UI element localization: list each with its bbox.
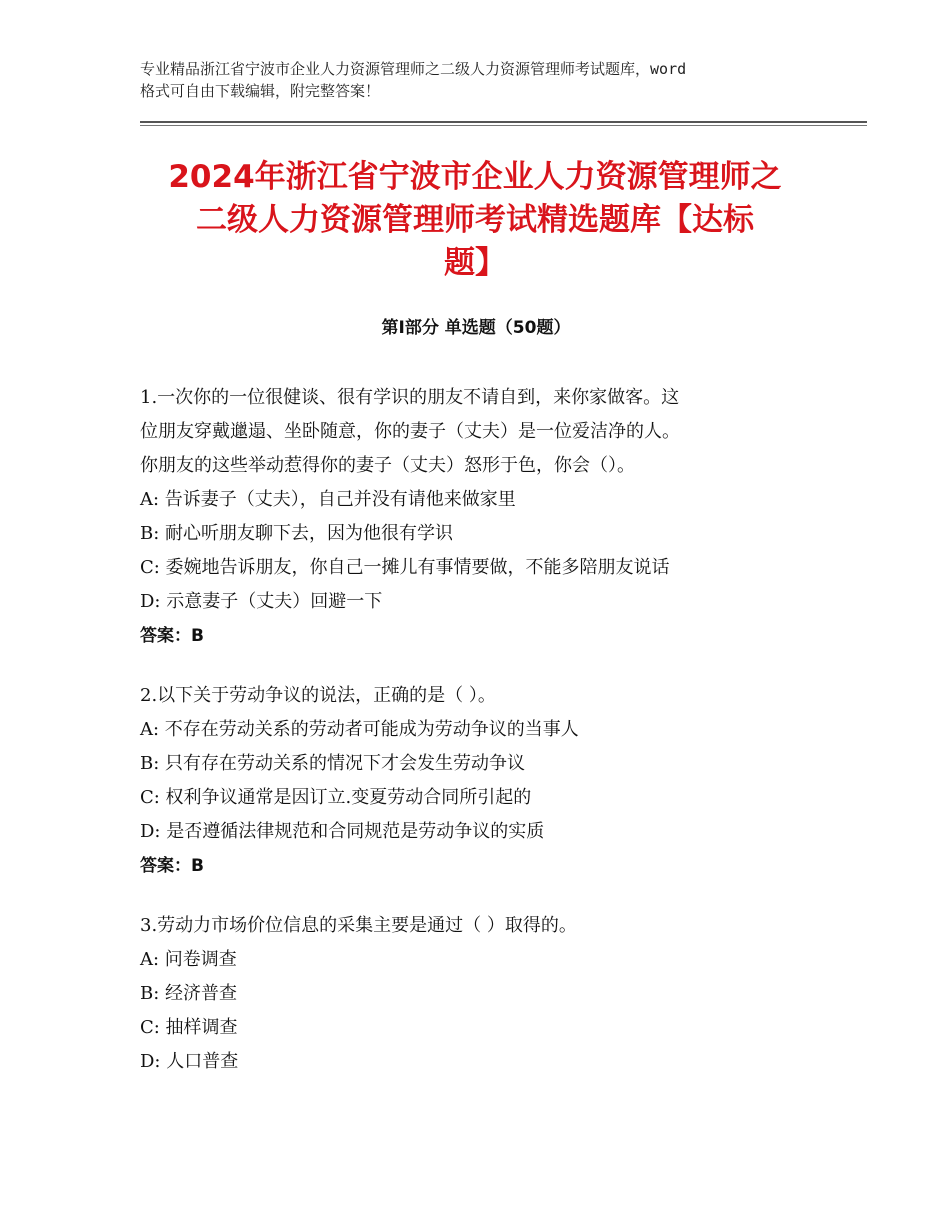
document-title-line: 二级人力资源管理师考试精选题库【达标 (196, 202, 754, 238)
question-1 (140, 381, 830, 653)
question-2 (140, 679, 830, 883)
header-divider-thick (140, 121, 867, 123)
question-list (140, 381, 830, 1105)
option-c: C: 委婉地告诉朋友，你自己一摊儿有事情要做，不能多陪朋友说话 (140, 557, 670, 578)
question-stem-line: 1.一次你的一位很健谈、很有学识的朋友不请自到，来你家做客。这 (140, 387, 680, 408)
header-note-line: 格式可自由下载编辑，附完整答案！ (140, 82, 381, 100)
option-b: B: 耐心听朋友聊下去，因为他很有学识 (140, 523, 454, 544)
answer-label: 答案：B (140, 626, 204, 646)
option-a: A: 问卷调查 (140, 949, 237, 970)
option-d: D: 人口普查 (140, 1051, 239, 1072)
option-c: C: 抽样调查 (140, 1017, 238, 1038)
document-title-line: 2024年浙江省宁波市企业人力资源管理师之 (168, 159, 782, 195)
header-note (140, 58, 830, 102)
answer-label: 答案：B (140, 856, 204, 876)
header-divider-thin (140, 125, 867, 126)
option-d: D: 示意妻子（丈夫）回避一下 (140, 591, 383, 612)
option-d: D: 是否遵循法律规范和合同规范是劳动争议的实质 (140, 821, 545, 842)
question-stem-line: 位朋友穿戴邋遢、坐卧随意，你的妻子（丈夫）是一位爱洁净的人。 (140, 421, 680, 442)
option-c: C: 权利争议通常是因订立.变夏劳动合同所引起的 (140, 787, 532, 808)
question-stem-line: 你朋友的这些举动惹得你的妻子（丈夫）怒形于色，你会（）。 (140, 455, 635, 476)
option-b: B: 只有存在劳动关系的情况下才会发生劳动争议 (140, 753, 526, 774)
document-title-line: 题】 (444, 245, 506, 281)
section-heading: 第Ⅰ部分 单选题（50题） (381, 318, 571, 338)
option-a: A: 不存在劳动关系的劳动者可能成为劳动争议的当事人 (140, 719, 579, 740)
question-3 (140, 909, 830, 1079)
question-stem-line: 3.劳动力市场价位信息的采集主要是通过（ ）取得的。 (140, 915, 577, 936)
option-a: A: 告诉妻子（丈夫），自己并没有请他来做家里 (140, 489, 516, 510)
header-note-line: 专业精品浙江省宁波市企业人力资源管理师之二级人力资源管理师考试题库，word (140, 60, 687, 78)
question-stem-line: 2.以下关于劳动争议的说法，正确的是（ ）。 (140, 685, 496, 706)
option-b: B: 经济普查 (140, 983, 238, 1004)
document-title (130, 156, 820, 285)
